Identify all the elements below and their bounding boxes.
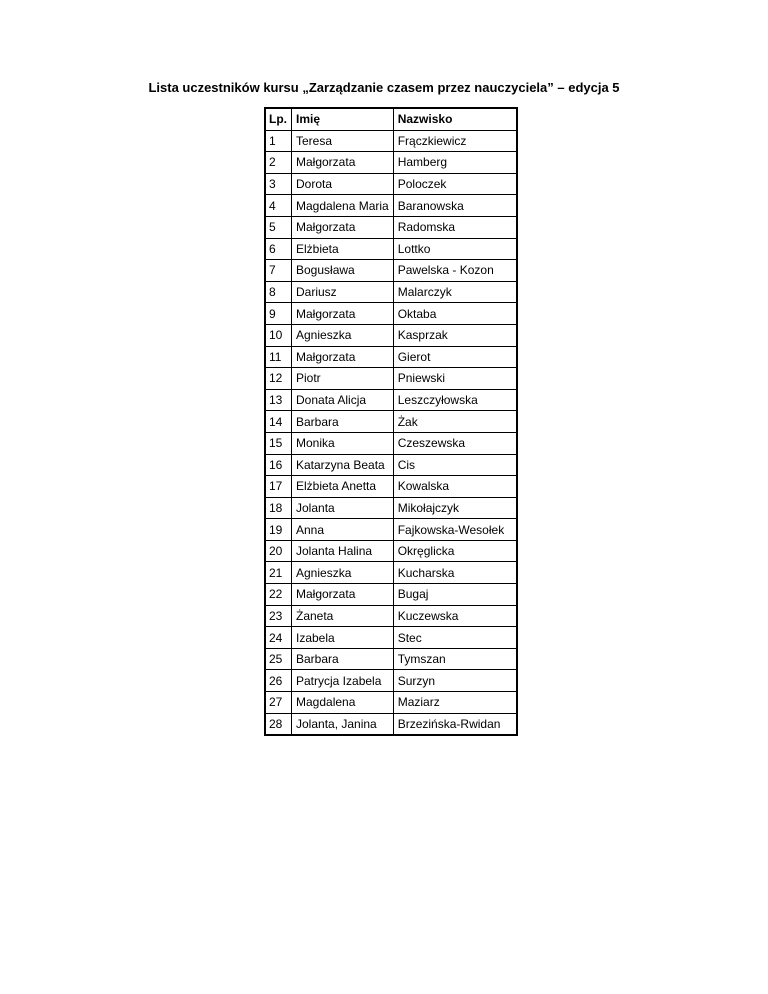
- table-row: [266, 216, 517, 238]
- cell-nazwisko: Brzezińska-Rwidan: [393, 713, 516, 735]
- cell-imie: Jolanta Halina: [292, 540, 394, 562]
- table-row: [266, 195, 517, 217]
- cell-lp: 23: [266, 605, 292, 627]
- cell-lp: 3: [266, 173, 292, 195]
- table-row: [266, 497, 517, 519]
- table-row: [266, 605, 517, 627]
- cell-imie: Teresa: [292, 130, 394, 152]
- cell-nazwisko: Frączkiewicz: [393, 130, 516, 152]
- cell-lp: 9: [266, 303, 292, 325]
- cell-imie: Małgorzata: [292, 346, 394, 368]
- table-row: [266, 670, 517, 692]
- cell-imie: Małgorzata: [292, 584, 394, 606]
- cell-lp: 22: [266, 584, 292, 606]
- cell-lp: 21: [266, 562, 292, 584]
- header-lp: Lp.: [266, 109, 292, 131]
- cell-imie: Małgorzata: [292, 303, 394, 325]
- cell-imie: Agnieszka: [292, 562, 394, 584]
- cell-imie: Małgorzata: [292, 216, 394, 238]
- cell-imie: Izabela: [292, 627, 394, 649]
- table-body: [266, 130, 517, 735]
- cell-nazwisko: Poloczek: [393, 173, 516, 195]
- table-row: [266, 476, 517, 498]
- table-row: [266, 173, 517, 195]
- cell-imie: Magdalena: [292, 692, 394, 714]
- cell-lp: 2: [266, 152, 292, 174]
- cell-nazwisko: Kasprzak: [393, 324, 516, 346]
- table-row: [266, 238, 517, 260]
- cell-nazwisko: Okręglicka: [393, 540, 516, 562]
- cell-imie: Bogusława: [292, 260, 394, 282]
- cell-lp: 24: [266, 627, 292, 649]
- cell-nazwisko: Pniewski: [393, 368, 516, 390]
- cell-lp: 14: [266, 411, 292, 433]
- table-row: [266, 692, 517, 714]
- cell-nazwisko: Surzyn: [393, 670, 516, 692]
- cell-nazwisko: Kuczewska: [393, 605, 516, 627]
- cell-nazwisko: Baranowska: [393, 195, 516, 217]
- cell-lp: 15: [266, 432, 292, 454]
- cell-imie: Żaneta: [292, 605, 394, 627]
- header-nazwisko: Nazwisko: [393, 109, 516, 131]
- cell-imie: Katarzyna Beata: [292, 454, 394, 476]
- cell-lp: 28: [266, 713, 292, 735]
- table-row: [266, 368, 517, 390]
- cell-nazwisko: Malarczyk: [393, 281, 516, 303]
- cell-imie: Dorota: [292, 173, 394, 195]
- cell-lp: 13: [266, 389, 292, 411]
- table-row: [266, 324, 517, 346]
- cell-nazwisko: Fajkowska-Wesołek: [393, 519, 516, 541]
- document-title: Lista uczestników kursu „Zarządzanie czasem przez nauczyciela” – edycja 5: [148, 80, 620, 95]
- cell-nazwisko: Lottko: [393, 238, 516, 260]
- cell-nazwisko: Hamberg: [393, 152, 516, 174]
- cell-nazwisko: Pawelska - Kozon: [393, 260, 516, 282]
- table-row: [266, 130, 517, 152]
- cell-nazwisko: Tymszan: [393, 648, 516, 670]
- cell-lp: 11: [266, 346, 292, 368]
- cell-imie: Dariusz: [292, 281, 394, 303]
- cell-lp: 7: [266, 260, 292, 282]
- cell-lp: 26: [266, 670, 292, 692]
- cell-lp: 20: [266, 540, 292, 562]
- table-row: [266, 411, 517, 433]
- cell-imie: Małgorzata: [292, 152, 394, 174]
- table-row: [266, 627, 517, 649]
- cell-nazwisko: Gierot: [393, 346, 516, 368]
- cell-nazwisko: Radomska: [393, 216, 516, 238]
- cell-nazwisko: Kucharska: [393, 562, 516, 584]
- cell-nazwisko: Żak: [393, 411, 516, 433]
- table-row: [266, 432, 517, 454]
- cell-imie: Barbara: [292, 648, 394, 670]
- cell-imie: Barbara: [292, 411, 394, 433]
- cell-imie: Donata Alicja: [292, 389, 394, 411]
- cell-imie: Jolanta, Janina: [292, 713, 394, 735]
- cell-lp: 12: [266, 368, 292, 390]
- cell-nazwisko: Kowalska: [393, 476, 516, 498]
- table-row: [266, 648, 517, 670]
- table-row: [266, 519, 517, 541]
- cell-nazwisko: Czeszewska: [393, 432, 516, 454]
- cell-lp: 4: [266, 195, 292, 217]
- cell-nazwisko: Maziarz: [393, 692, 516, 714]
- cell-lp: 5: [266, 216, 292, 238]
- table-row: [266, 562, 517, 584]
- cell-lp: 19: [266, 519, 292, 541]
- cell-imie: Magdalena Maria: [292, 195, 394, 217]
- cell-imie: Patrycja Izabela: [292, 670, 394, 692]
- participants-table: [265, 108, 517, 735]
- cell-nazwisko: Oktaba: [393, 303, 516, 325]
- cell-lp: 1: [266, 130, 292, 152]
- table-row: [266, 713, 517, 735]
- table-row: [266, 303, 517, 325]
- cell-nazwisko: Mikołajczyk: [393, 497, 516, 519]
- cell-lp: 27: [266, 692, 292, 714]
- cell-nazwisko: Leszczyłowska: [393, 389, 516, 411]
- cell-lp: 17: [266, 476, 292, 498]
- cell-lp: 8: [266, 281, 292, 303]
- cell-imie: Jolanta: [292, 497, 394, 519]
- header-imie: Imię: [292, 109, 394, 131]
- cell-nazwisko: Stec: [393, 627, 516, 649]
- cell-lp: 25: [266, 648, 292, 670]
- cell-imie: Elżbieta: [292, 238, 394, 260]
- table-row: [266, 260, 517, 282]
- cell-imie: Anna: [292, 519, 394, 541]
- cell-lp: 18: [266, 497, 292, 519]
- table-row: [266, 389, 517, 411]
- cell-lp: 16: [266, 454, 292, 476]
- table-row: [266, 346, 517, 368]
- table-row: [266, 584, 517, 606]
- table-row: [266, 540, 517, 562]
- cell-imie: Monika: [292, 432, 394, 454]
- cell-nazwisko: Cis: [393, 454, 516, 476]
- cell-lp: 6: [266, 238, 292, 260]
- table-row: [266, 454, 517, 476]
- cell-nazwisko: Bugaj: [393, 584, 516, 606]
- cell-imie: Elżbieta Anetta: [292, 476, 394, 498]
- cell-imie: Piotr: [292, 368, 394, 390]
- cell-imie: Agnieszka: [292, 324, 394, 346]
- table-row: [266, 281, 517, 303]
- table-header-row: [266, 109, 517, 131]
- cell-lp: 10: [266, 324, 292, 346]
- table-row: [266, 152, 517, 174]
